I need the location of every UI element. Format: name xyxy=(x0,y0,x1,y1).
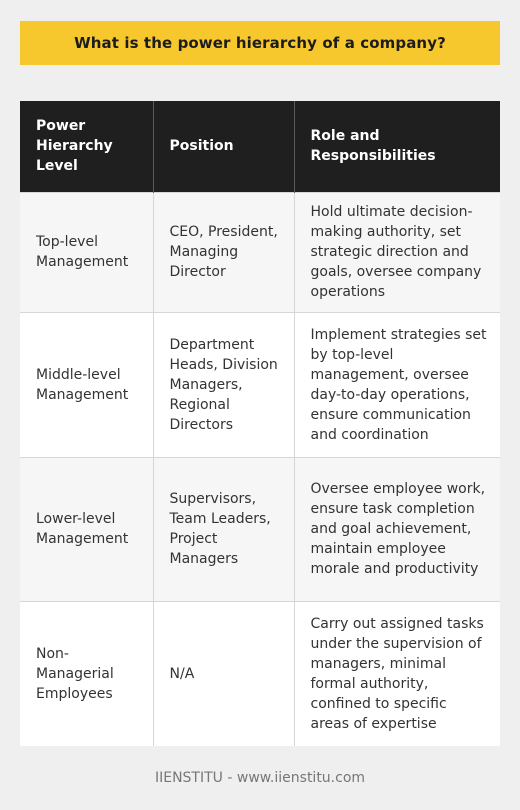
table-row xyxy=(20,192,500,312)
cell-role: Hold ultimate decision-making authority, set strategic direction and goals, oversee company operations xyxy=(294,192,500,312)
table-header-row xyxy=(20,101,500,192)
header-position: Position xyxy=(153,101,294,192)
cell-position: Department Heads, Division Managers, Regional Directors xyxy=(153,312,294,457)
cell-position: Supervisors, Team Leaders, Project Managers xyxy=(153,457,294,601)
cell-level: Top-level Management xyxy=(20,192,153,312)
footer-credit: IIENSTITU - www.iienstitu.com xyxy=(154,770,366,786)
table-row xyxy=(20,601,500,746)
cell-role: Implement strategies set by top-level management, oversee day-to-day operations, ensure communication and coordination xyxy=(294,312,500,457)
cell-role: Carry out assigned tasks under the supervision of managers, minimal formal authority, confined to specific areas of expertise xyxy=(294,601,500,746)
cell-position: CEO, President, Managing Director xyxy=(153,192,294,312)
cell-level: Non-Managerial Employees xyxy=(20,601,153,746)
table-row xyxy=(20,312,500,457)
hierarchy-table xyxy=(20,101,500,746)
header-role: Role and Responsibilities xyxy=(294,101,500,192)
cell-role: Oversee employee work, ensure task completion and goal achievement, maintain employee morale and productivity xyxy=(294,457,500,601)
cell-position: N/A xyxy=(153,601,294,746)
title-banner xyxy=(20,21,500,65)
header-level: Power Hierarchy Level xyxy=(20,101,153,192)
table-row xyxy=(20,457,500,601)
page-title: What is the power hierarchy of a company? xyxy=(74,34,446,52)
cell-level: Middle-level Management xyxy=(20,312,153,457)
cell-level: Lower-level Management xyxy=(20,457,153,601)
